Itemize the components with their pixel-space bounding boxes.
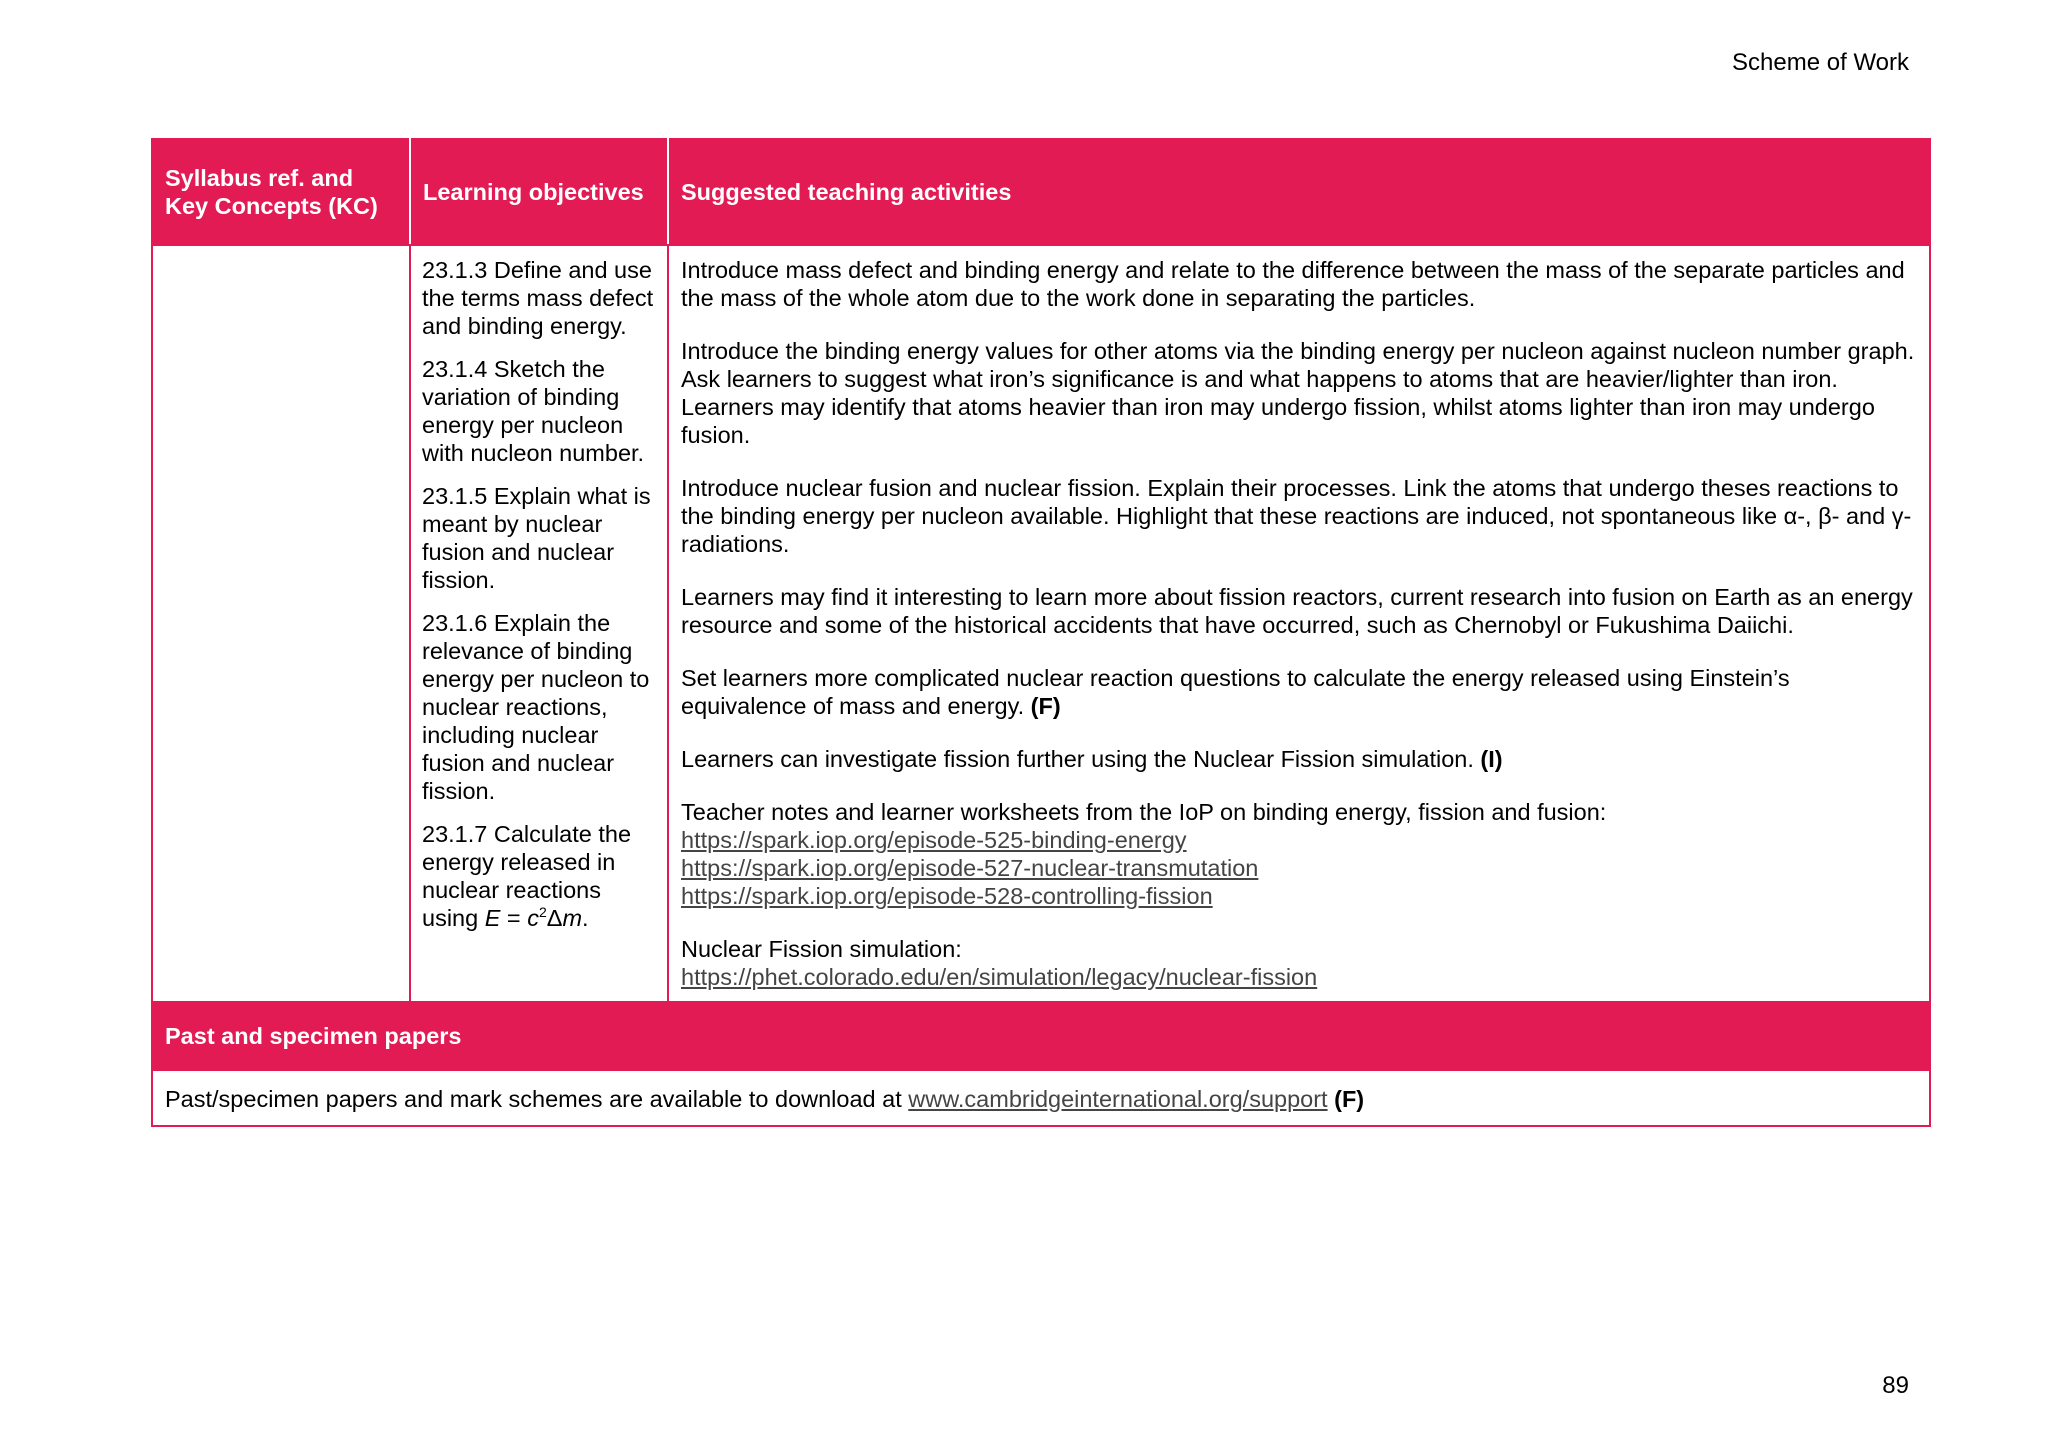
activity-paragraph: Learners may find it interesting to learn more about fission reactors, current research into fusion on Earth as an energy resource and some of the historical accidents that have occurred, such as Chernobyl or Fukushima Daiichi. [681, 584, 1913, 638]
phet-simulation-link[interactable]: https://phet.colorado.edu/en/simulation/legacy/nuclear-fission [681, 964, 1318, 990]
table-row [152, 245, 1930, 1002]
iop-link-528[interactable]: https://spark.iop.org/episode-528-controlling-fission [681, 883, 1213, 909]
simulation-resource [681, 935, 1917, 991]
iop-resources [681, 798, 1917, 910]
syllabus-ref-cell [152, 245, 410, 1002]
page-number: 89 [1882, 1372, 1909, 1399]
objective-item: 23.1.3 Define and use the terms mass defect and binding energy. [422, 257, 654, 339]
activity-paragraph: Introduce nuclear fusion and nuclear fission. Explain their processes. Link the atoms that undergo theses reactions to the binding energy per nucleon available. Highlight that these reactions are induced, not spontaneous like α-, β- and γ-radiations. [681, 475, 1912, 557]
past-papers-row [152, 1070, 1930, 1126]
activity-paragraph: Introduce mass defect and binding energy and relate to the difference between the mass of the separate particles and the mass of the whole atom due to the work done in separating the particles. [681, 257, 1905, 311]
iop-link-525[interactable]: https://spark.iop.org/episode-525-binding-energy [681, 827, 1187, 853]
past-papers-header-row [152, 1002, 1930, 1070]
objective-item: 23.1.4 Sketch the variation of binding energy per nucleon with nucleon number. [422, 356, 645, 466]
activity-paragraph-investigate: Learners can investigate fission further using the Nuclear Fission simulation. (I) [681, 746, 1503, 772]
iop-intro: Teacher notes and learner worksheets from the IoP on binding energy, fission and fusion: [681, 799, 1607, 825]
activity-paragraph: Introduce the binding energy values for other atoms via the binding energy per nucleon against nucleon number graph. Ask learners to suggest what iron’s significance is and what happens to atoms that are heavier/lighter than iron. Learners may identify that atoms heavier than iron may undergo fission, whilst atoms lighter than iron may undergo fusion. [681, 338, 1915, 448]
objective-item: 23.1.6 Explain the relevance of binding energy per nucleon to nuclear reactions, including nuclear fusion and nuclear fission. [422, 610, 650, 804]
objective-item: 23.1.5 Explain what is meant by nuclear fusion and nuclear fission. [422, 483, 651, 593]
activity-paragraph-formative: Set learners more complicated nuclear reaction questions to calculate the energy released using Einstein’s equivalence of mass and energy. (F) [681, 665, 1790, 719]
running-header: Scheme of Work [1732, 49, 1909, 76]
header-learning-objectives: Learning objectives [410, 139, 668, 245]
formative-tag: (F) [1030, 693, 1061, 719]
header-syllabus-ref: Syllabus ref. and Key Concepts (KC) [152, 139, 410, 245]
activities-cell [668, 245, 1930, 1002]
past-papers-tag: (F) [1334, 1086, 1365, 1112]
past-papers-heading: Past and specimen papers [152, 1002, 1930, 1070]
past-papers-text: Past/specimen papers and mark schemes are available to download at [165, 1086, 902, 1112]
simulation-intro: Nuclear Fission simulation: [681, 936, 962, 962]
scheme-table [151, 138, 1931, 1127]
investigate-tag: (I) [1480, 746, 1503, 772]
table-header-row [152, 139, 1930, 245]
iop-link-527[interactable]: https://spark.iop.org/episode-527-nuclear-transmutation [681, 855, 1259, 881]
objectives-cell [410, 245, 668, 1002]
cambridge-support-link[interactable]: www.cambridgeinternational.org/support [908, 1086, 1328, 1112]
objective-item-formula: 23.1.7 Calculate the energy released in nuclear reactions using $E = c^2\Delta m$. [422, 821, 632, 931]
past-papers-cell [152, 1070, 1930, 1126]
header-teaching-activities: Suggested teaching activities [668, 139, 1930, 245]
